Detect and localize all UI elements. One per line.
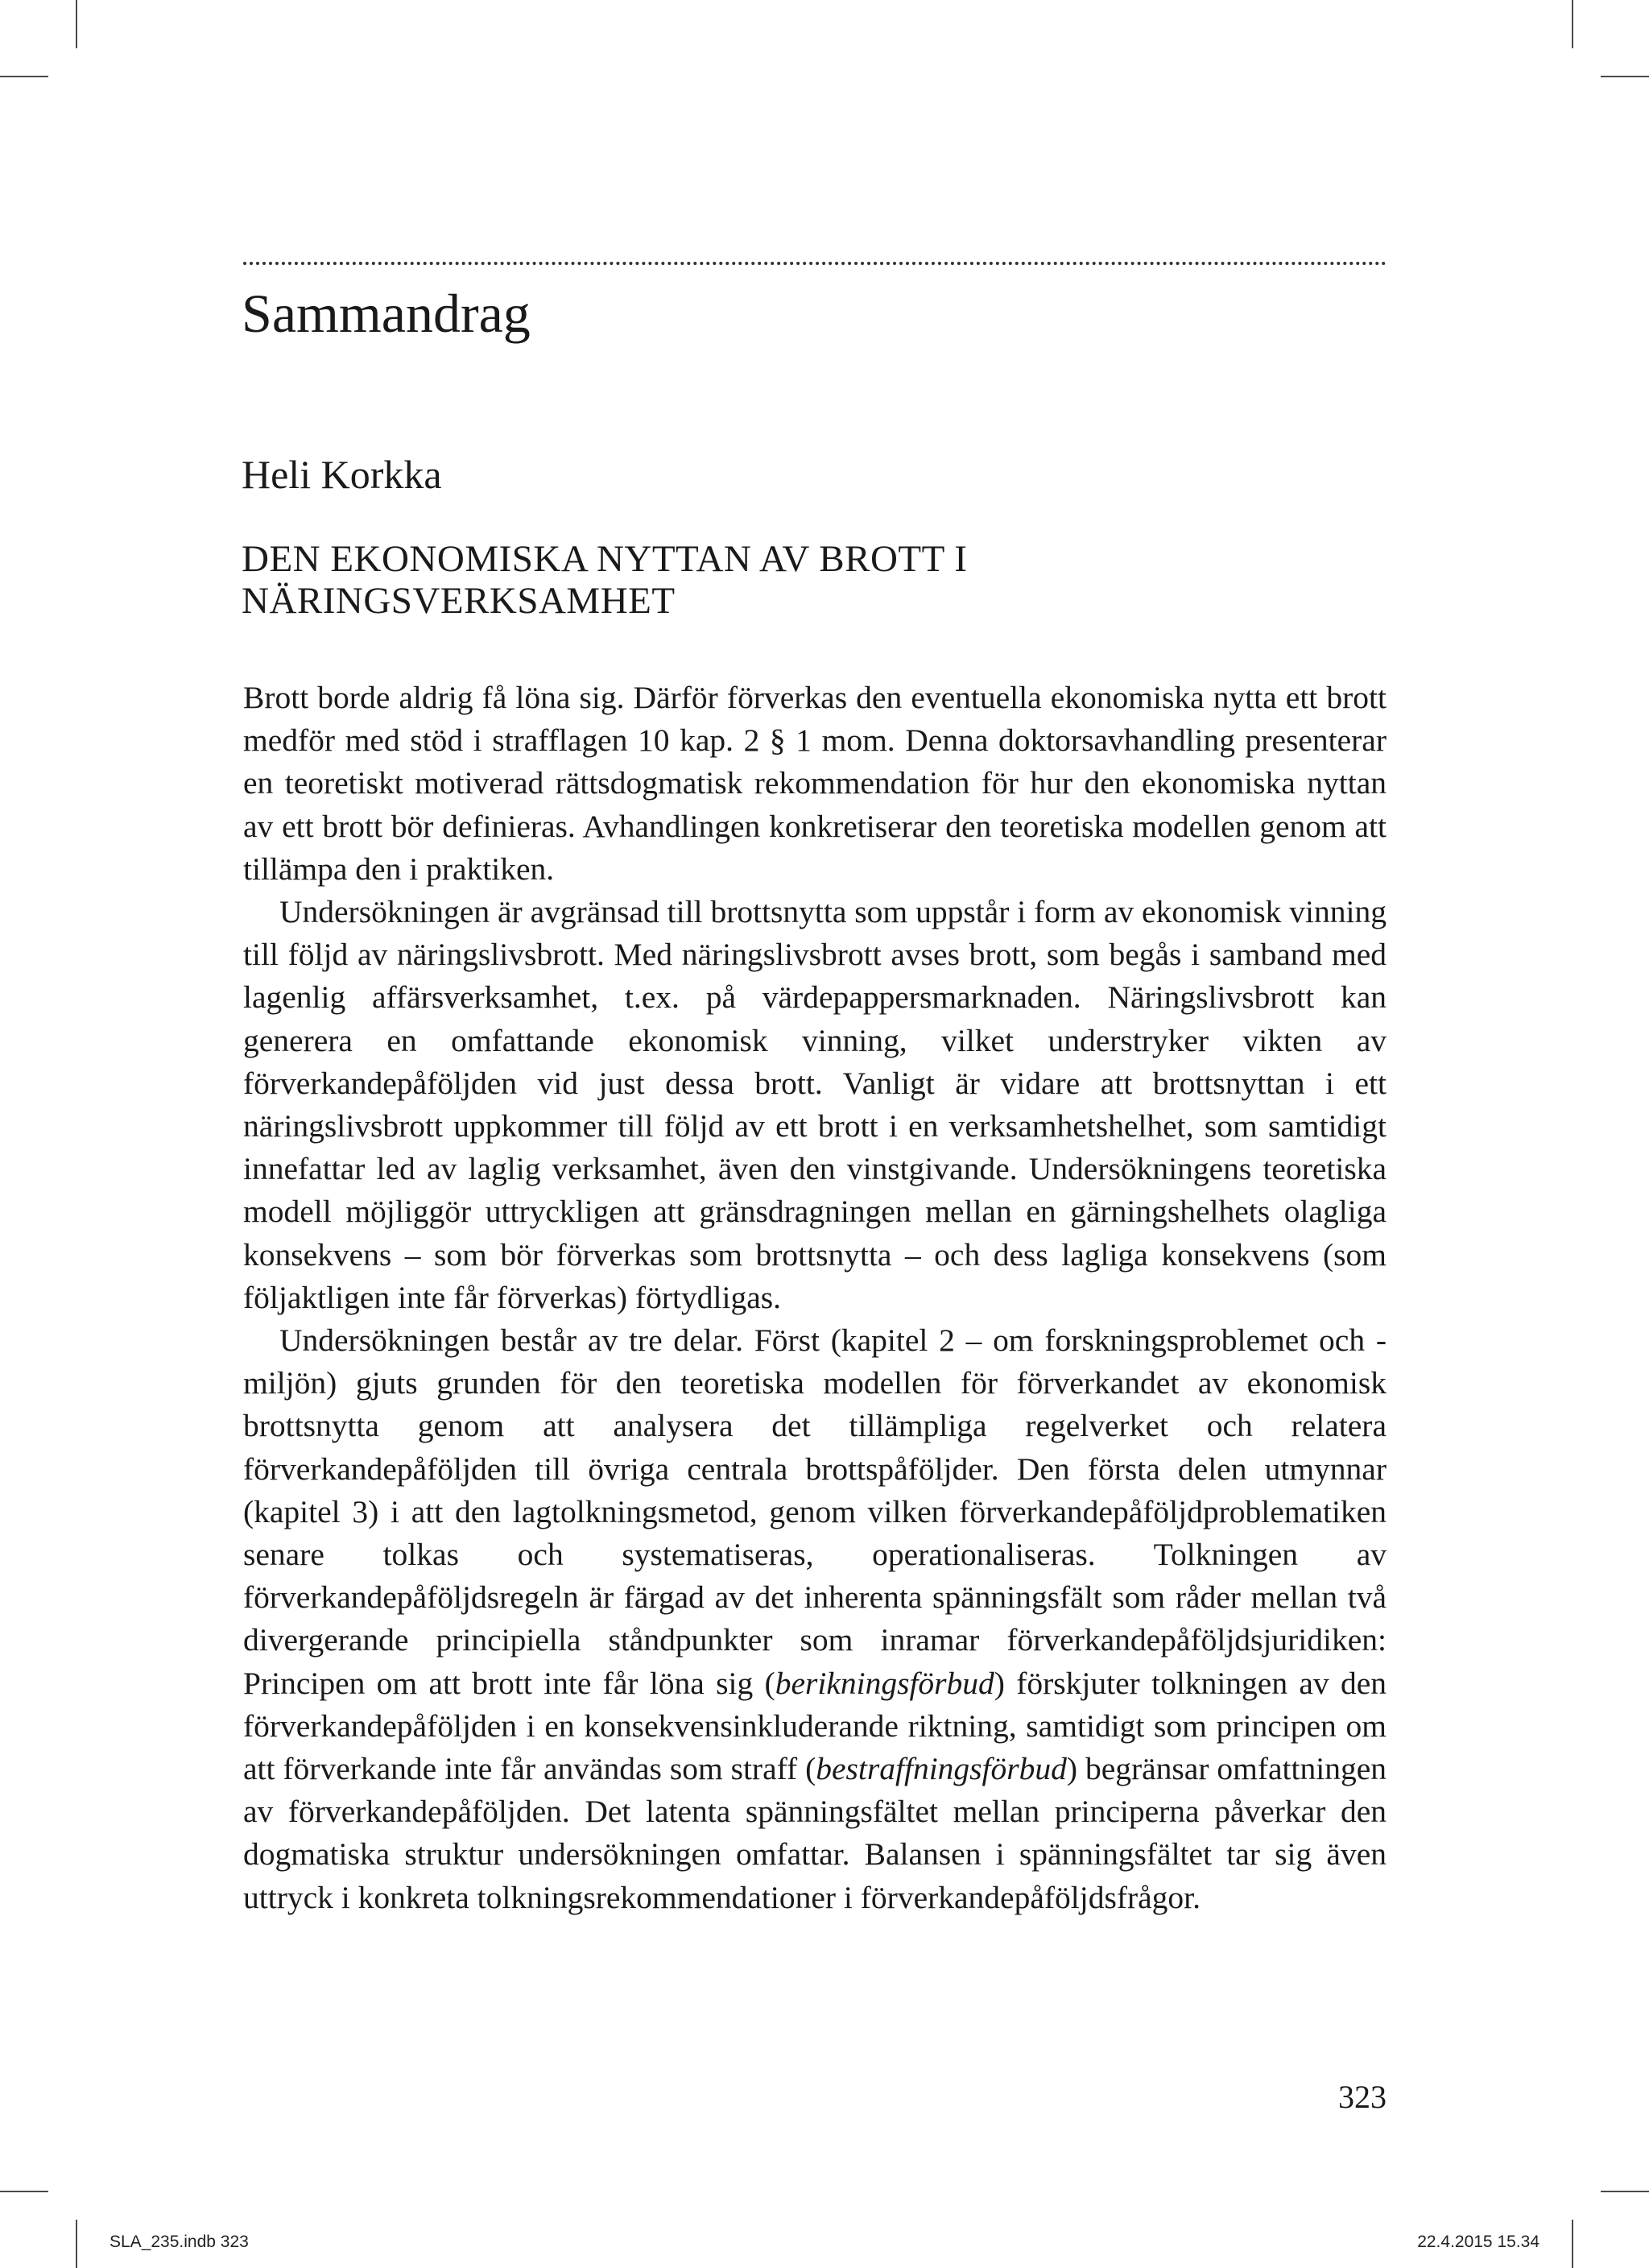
paragraph-3-part-1: Undersökningen består av tre delar. Först (kapitel 2 – om forskningsproblemet och -miljön) gjuts grunden för den teoretiska modellen för förverkandet av ekonomisk brottsnytta genom att analysera det tillämpliga regelverket och relatera förverkandepåföljden till övriga centrala brottspåföljder. Den första delen utmynnar (kapitel 3) i att den lagtolkningsmetod, genom vilken förverkandepåföljdproblematiken senare tolkas och systematiseras, operationaliseras. Tolkningen av förverkandepåföljdsregeln är färgad av det inherenta spänningsfält som råder mellan två divergerande principiella ståndpunkter som inramar förverkandepåföljdsjuridiken: Principen om att brott inte får löna sig ( [243, 1322, 1387, 1701]
paragraph-3 [243, 1319, 1387, 1919]
term-bestraffningsforbud: bestraffningsförbud [816, 1751, 1067, 1787]
crop-mark [1601, 2191, 1649, 2192]
crop-mark [0, 76, 48, 77]
crop-mark [76, 0, 77, 48]
crop-mark [1572, 2220, 1573, 2268]
slug-file-info: SLA_235.indb 323 [110, 2233, 249, 2251]
crop-mark [1572, 0, 1573, 48]
article-title [242, 538, 1385, 622]
paragraph-3-part-3: ) begränsar omfattningen av förverkandepåföljden. Det latenta spänningsfältet mellan principerna påverkar den dogmatiska struktur undersökningen omfattar. Balansen i spänningsfältet tar sig även uttryck i konkreta tolkningsrekommendationer i förverkandepåföljdsfrågor. [243, 1751, 1387, 1915]
paragraph-2: Undersökningen är avgränsad till brottsnytta som uppstår i form av ekonomisk vinning till följd av näringslivsbrott. Med näringslivsbrott avses brott, som begås i samband med lagenlig affärsverksamhet, t.ex. på värdepappersmarknaden. Näringslivsbrott kan generera en omfattande ekonomisk vinning, vilket understryker vikten av förverkandepåföljden vid just dessa brott. Vanligt är vidare att brottsnyttan i ett näringslivsbrott uppkommer till följd av ett brott i en verksamhetshelhet, som samtidigt innefattar led av laglig verksamhet, även den vinstgivande. Undersökningens teoretiska modell möjliggör uttryckligen att gränsdragningen mellan en gärningshelhets olagliga konsekvens – som bör förverkas som brottsnytta – och dess lagliga konsekvens (som följaktligen inte får förverkas) förtydligas. [243, 894, 1387, 1315]
crop-mark [76, 2220, 77, 2268]
dotted-rule [243, 262, 1387, 265]
page-number: 323 [1338, 2079, 1387, 2115]
slug-date-time: 22.4.2015 15.34 [1417, 2233, 1539, 2251]
body-text [243, 677, 1387, 1919]
article-title-line-1: DEN EKONOMISKA NYTTAN AV BROTT I [242, 538, 968, 580]
term-berikningsforbud: berikningsförbud [775, 1665, 994, 1701]
paragraph-3-part-2: ) förskjuter tolkningen av den förverkandepåföljden i en konsekvensinkluderande riktning, samtidigt som principen om att förverkande inte får användas som straff ( [243, 1665, 1387, 1787]
author-name: Heli Korkka [242, 452, 442, 497]
article-title-line-2: NÄRINGSVERKSAMHET [242, 580, 676, 622]
crop-mark [1601, 76, 1649, 77]
chapter-title: Sammandrag [242, 283, 531, 344]
crop-mark [0, 2191, 48, 2192]
paragraph-1: Brott borde aldrig få löna sig. Därför förverkas den eventuella ekonomiska nytta ett brott medför med stöd i strafflagen 10 kap. 2 § 1 mom. Denna doktorsavhandling presenterar en teoretiskt motiverad rättsdogmatisk rekommendation för hur den ekonomiska nyttan av ett brott bör definieras. Avhandlingen konkretiserar den teoretiska modellen genom att tillämpa den i praktiken. [243, 680, 1387, 887]
